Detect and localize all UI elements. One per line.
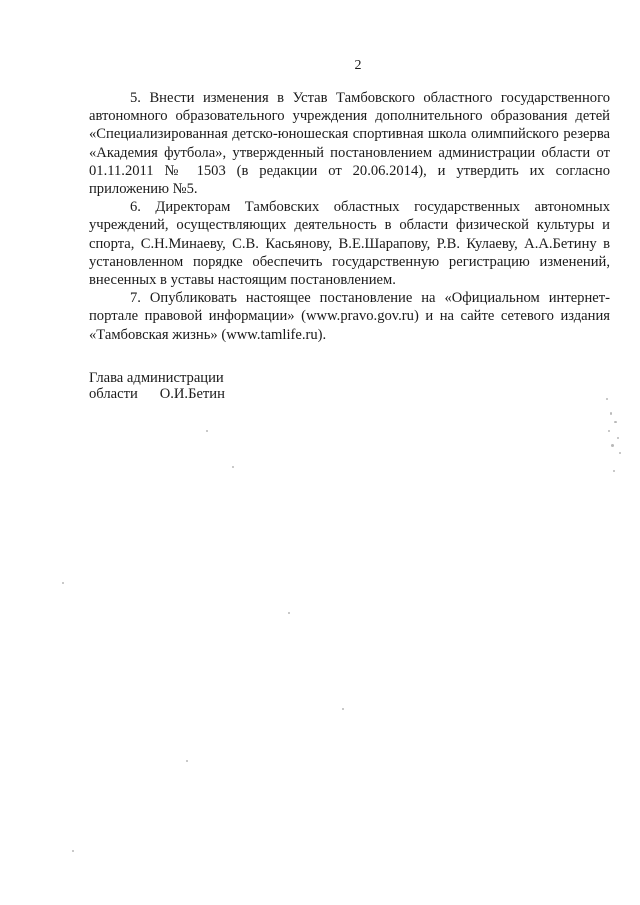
signature-block: [89, 370, 225, 402]
scan-speck: [613, 470, 615, 472]
scan-speck: [619, 452, 621, 454]
scan-speck: [342, 708, 344, 710]
scan-speck: [617, 437, 619, 439]
signature-title: Глава администрации: [89, 370, 224, 386]
paragraph-item-7: 7. Опубликовать настоящее постановление на «Официальном интернет-портале правовой информации» (www.pravo.gov.ru) и на сайте сетевого издания «Тамбовская жизнь» (www.tamlife.ru).: [89, 290, 610, 343]
page-number: 2: [354, 58, 362, 73]
scan-speck: [232, 466, 234, 468]
paragraph-item-6: 6. Директорам Тамбовских областных государственных автономных учреждений, осуществляющих деятельность в области физической культуры и спорта, С.Н.Минаеву, С.В. Касьянову, В.Е.Шарапову, Р.В. Кулаеву, А.А.Бетину в установленном порядке обеспечить государственную регистрацию изменений, внесенных в уставы настоящим постановлением.: [89, 199, 610, 289]
scan-speck: [608, 430, 610, 432]
scan-speck: [186, 760, 188, 762]
signature-region: области: [89, 386, 138, 402]
scan-speck: [614, 421, 617, 423]
signature-name: О.И.Бетин: [159, 386, 225, 402]
scan-speck: [72, 850, 74, 852]
scan-speck: [288, 612, 290, 614]
scan-speck: [610, 412, 612, 415]
signature-region-line: [89, 386, 225, 402]
scan-speck: [62, 582, 64, 584]
paragraph-item-5: 5. Внести изменения в Устав Тамбовского областного государственного автономного образовательного учреждения дополнительного образования детей «Специализированная детско-юношеская спортивная школа олимпийского резерва «Академия футбола», утвержденный постановлением администрации области от 01.11.2011 № 1503 (в редакции от 20.06.2014), и утвердить их согласно приложению №5.: [89, 90, 610, 198]
document-body: [89, 89, 610, 344]
scan-speck: [611, 444, 614, 447]
scan-speck: [606, 398, 608, 400]
scan-speck: [206, 430, 208, 432]
